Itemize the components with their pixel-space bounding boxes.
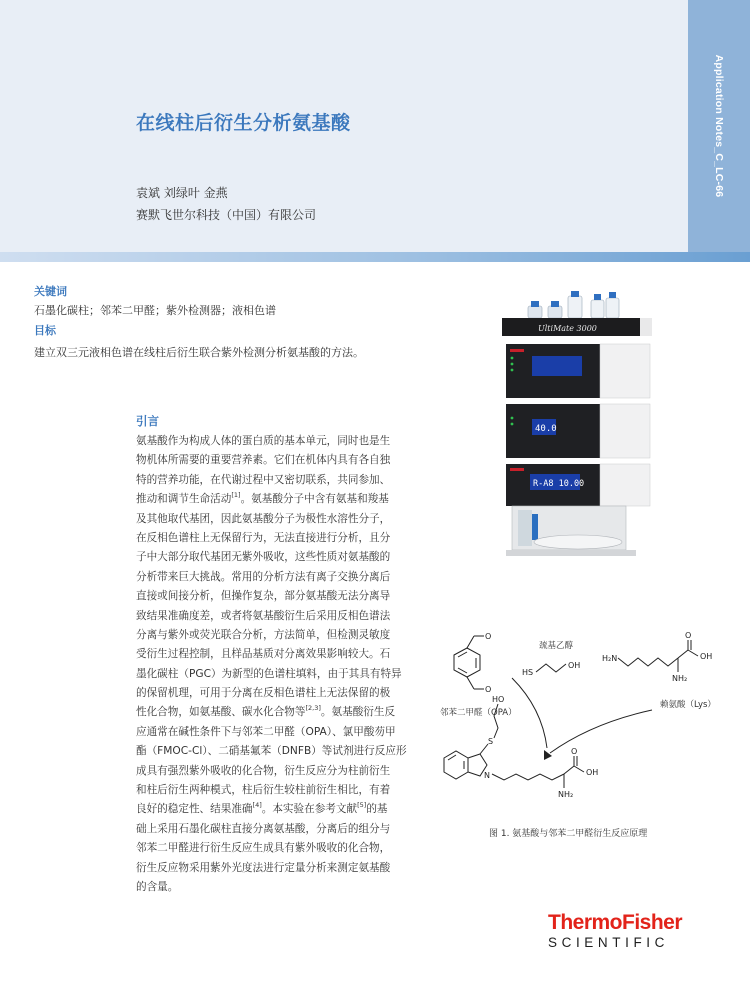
intro-line xyxy=(136,607,422,626)
intro-text: 特的营养功能，在代谢过程中又密切联系，共同参加、 xyxy=(136,473,391,486)
intro-heading: 引言 xyxy=(136,414,159,428)
intro-text: 。本实验在参考文献 xyxy=(261,803,358,816)
intro-line xyxy=(136,645,422,664)
label-lys: 赖氨酸（Lys） xyxy=(660,700,716,710)
hplc-instrument-illustration xyxy=(498,288,658,568)
atom-oh-3: OH xyxy=(586,768,599,777)
intro-line xyxy=(136,451,422,470)
intro-text: 受衍生过程控制，且样品基质对分离效果影响较大。石 xyxy=(136,648,391,661)
intro-line xyxy=(136,684,422,703)
page-title: 在线柱后衍生分析氨基酸 xyxy=(136,112,351,134)
arrow-right-curve xyxy=(550,710,652,753)
solvent-bottles xyxy=(528,291,619,318)
intro-text: 和柱后衍生两种模式，柱后衍生较柱前衍生相比，有着 xyxy=(136,784,391,797)
intro-line xyxy=(136,820,422,839)
display-1: 40.0 xyxy=(535,424,557,434)
intro-line xyxy=(136,878,422,897)
intro-text: 致结果准确度差，或者将氨基酸衍生后采用反相色谱法 xyxy=(136,609,391,622)
intro-text: 墨化碳柱（PGC）为新型的色谱柱填料，由于其具有特异 xyxy=(136,667,402,680)
intro-line xyxy=(136,859,422,878)
affiliation: 赛默飞世尔科技（中国）有限公司 xyxy=(136,208,317,222)
header-gradient-bar xyxy=(0,252,750,262)
intro-text: 分离与紫外或荧光联合分析，方法简单，但检测灵敏度 xyxy=(136,628,391,641)
intro-body xyxy=(136,432,422,897)
citation-ref: [2,3] xyxy=(305,704,321,713)
intro-text: 衍生反应物采用紫外光度法进行定量分析来测定氨基酸 xyxy=(136,861,391,874)
intro-text: 邻苯二甲醛进行衍生反应生成具有紫外吸收的化合物， xyxy=(136,842,391,855)
atom-h2n: H₂N xyxy=(602,654,618,663)
intro-text: 的保留机理，可用于分离在反相色谱柱上无法保留的极 xyxy=(136,687,391,700)
atom-ho: HO xyxy=(492,695,505,704)
logo-subline: SCIENTIFIC xyxy=(548,935,670,950)
intro-text: 酯（FMOC-Cl）、二硝基氟苯（DNFB）等试剂进行反应形 xyxy=(136,745,407,758)
intro-line xyxy=(136,548,422,567)
keywords-heading: 关键词 xyxy=(34,285,67,298)
intro-line xyxy=(136,781,422,800)
intro-text: 应通常在碱性条件下与邻苯二甲醛（OPA）、氯甲酸芴甲 xyxy=(136,725,396,738)
citation-ref: [5] xyxy=(357,801,367,810)
label-opa: 邻苯二甲醛（OPA） xyxy=(440,708,517,718)
intro-text: 子中大部分取代基团无紫外吸收，这些性质对氨基酸的 xyxy=(136,551,391,564)
intro-text: 的含量。 xyxy=(136,880,179,893)
intro-text: 性化合物，如氨基酸、碳水化合物等 xyxy=(136,706,306,719)
product-chain xyxy=(492,774,564,780)
atom-n: N xyxy=(484,771,490,780)
intro-line xyxy=(136,839,422,858)
atom-nh2-1: NH₂ xyxy=(672,674,688,683)
arrow-left-curve xyxy=(512,678,547,748)
intro-line xyxy=(136,471,422,490)
atom-hs: HS xyxy=(522,668,534,677)
side-tab-label: Application Notes_C_LC-66 xyxy=(713,54,725,198)
brand-label: UltiMate 3000 xyxy=(538,324,597,333)
keywords-text: 石墨化碳柱；邻苯二甲醛；紫外检测器；液相色谱 xyxy=(34,304,276,317)
reaction-scheme xyxy=(432,628,722,828)
intro-line xyxy=(136,800,422,819)
reaction-scheme-drawing xyxy=(432,628,722,828)
atom-o-4: O xyxy=(571,747,578,756)
atom-o-1: O xyxy=(485,632,492,641)
intro-text: 。氨基酸衍生反 xyxy=(320,706,396,719)
authors: 袁斌 刘绿叶 金燕 xyxy=(136,186,228,200)
intro-line xyxy=(136,665,422,684)
display-2: R-A8 10.00 xyxy=(533,479,585,489)
atom-o-3: O xyxy=(685,631,692,640)
thermofisher-logo xyxy=(548,912,708,952)
intro-line xyxy=(136,529,422,548)
intro-text: 在反相色谱柱上无保留行为，无法直接进行分析，且分 xyxy=(136,531,391,544)
citation-ref: [4] xyxy=(252,801,262,810)
intro-line xyxy=(136,432,422,451)
atom-oh-2: OH xyxy=(700,652,713,661)
intro-line xyxy=(136,742,422,761)
intro-line xyxy=(136,703,422,722)
logo-wordmark: ThermoFisher xyxy=(548,911,683,934)
intro-text: 础上采用石墨化碳柱直接分离氨基酸，分离后的组分与 xyxy=(136,822,391,835)
intro-text: 分析带来巨大挑战。常用的分析方法有离子交换分离后 xyxy=(136,570,391,583)
intro-text: 。氨基酸分子中含有氨基和羧基 xyxy=(240,493,389,506)
objective-heading: 目标 xyxy=(34,324,56,337)
intro-line xyxy=(136,762,422,781)
intro-line xyxy=(136,723,422,742)
objective-text: 建立双三元液相色谱在线柱后衍生联合紫外检测分析氨基酸的方法。 xyxy=(34,346,364,359)
intro-line xyxy=(136,626,422,645)
intro-line xyxy=(136,568,422,587)
intro-text: 物机体所需要的重要营养素。它们在机体内具有各自独 xyxy=(136,454,391,467)
mercaptoethanol-chain xyxy=(536,664,566,672)
intro-text: 直接或间接分析，但操作复杂，部分氨基酸无法分离导 xyxy=(136,590,391,603)
intro-text: 推动和调节生命活动 xyxy=(136,493,232,506)
intro-line xyxy=(136,490,422,509)
intro-text: 成具有强烈紫外吸收的化合物，衍生反应分为柱前衍生 xyxy=(136,764,391,777)
lysine-chain xyxy=(618,658,678,666)
figure-caption: 图 1. 氨基酸与邻苯二甲醛衍生反应原理 xyxy=(489,829,648,839)
atom-o-2: O xyxy=(485,685,492,694)
arrow-head xyxy=(544,750,552,760)
intro-line xyxy=(136,510,422,529)
intro-text: 及其他取代基团，因此氨基酸分子为极性水溶性分子， xyxy=(136,512,391,525)
atom-s: S xyxy=(488,737,494,746)
intro-text: 良好的稳定性、结果准确 xyxy=(136,803,253,816)
intro-text: 的基 xyxy=(366,803,388,816)
atom-nh2-2: NH₂ xyxy=(558,790,574,799)
atom-oh-1: OH xyxy=(568,661,581,670)
citation-ref: [1] xyxy=(231,491,241,500)
intro-text: 氨基酸作为构成人体的蛋白质的基本单元，同时也是生 xyxy=(136,435,391,447)
intro-line xyxy=(136,587,422,606)
label-mercaptoethanol: 巯基乙醇 xyxy=(539,641,574,651)
